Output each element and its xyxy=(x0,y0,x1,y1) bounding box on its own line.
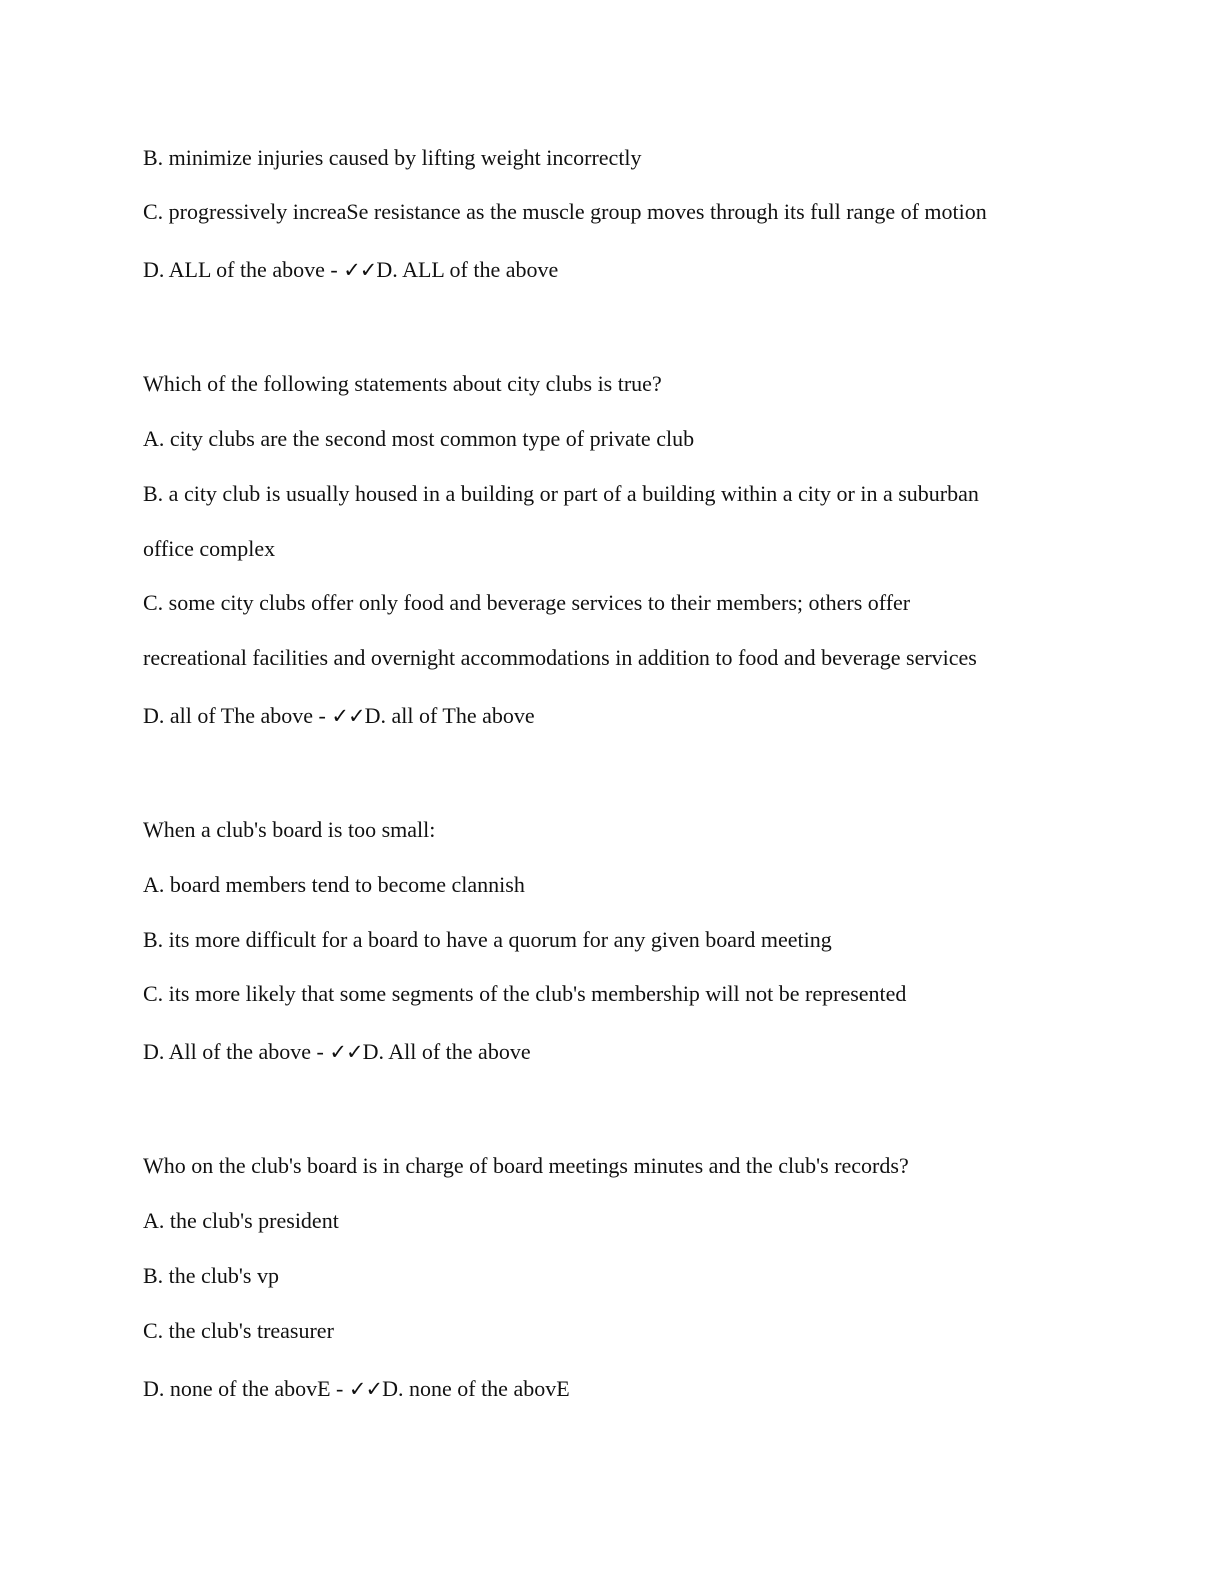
question-text: Which of the following statements about city clubs is true? xyxy=(143,371,662,396)
option-c-text: C. the club's treasurer xyxy=(143,1318,334,1343)
option-b-text-continued: office complex xyxy=(143,536,276,561)
check-mark-icon: ✓✓ xyxy=(343,258,377,282)
answer-option-text: D. All of the above - xyxy=(143,1039,330,1064)
option-b-text: B. a city club is usually housed in a building or part of a building within a city or in a suburban xyxy=(143,481,979,506)
option-c-text: C. its more likely that some segments of the club's membership will not be represented xyxy=(143,981,907,1006)
answer-text: D. none of the abovE xyxy=(382,1376,570,1401)
option-a-text: A. the club's president xyxy=(143,1208,339,1233)
answer-option-text: D. ALL of the above - xyxy=(143,257,344,282)
option-c-text-continued: recreational facilities and overnight accommodations in addition to food and beverage services xyxy=(143,645,977,670)
answer-line xyxy=(143,703,535,729)
question-text: Who on the club's board is in charge of board meetings minutes and the club's records? xyxy=(143,1153,909,1178)
answer-option-text: D. none of the abovE - xyxy=(143,1376,349,1401)
option-a-text: A. board members tend to become clannish xyxy=(143,872,525,897)
option-b-text: B. the club's vp xyxy=(143,1263,279,1288)
answer-text: D. ALL of the above xyxy=(376,257,559,282)
check-mark-icon: ✓✓ xyxy=(329,1040,363,1064)
answer-option-text: D. all of The above - xyxy=(143,703,332,728)
option-b-text: B. its more difficult for a board to have a quorum for any given board meeting xyxy=(143,927,832,952)
answer-text: D. All of the above xyxy=(362,1039,531,1064)
answer-line xyxy=(143,1376,570,1402)
answer-line xyxy=(143,1039,531,1065)
answer-line xyxy=(143,257,558,283)
option-b-text: B. minimize injuries caused by lifting weight incorrectly xyxy=(143,145,642,170)
check-mark-icon: ✓✓ xyxy=(348,1377,383,1401)
option-c-text: C. progressively increaSe resistance as the muscle group moves through its full range of motion xyxy=(143,199,987,224)
option-c-text: C. some city clubs offer only food and beverage services to their members; others offer xyxy=(143,590,911,615)
option-a-text: A. city clubs are the second most common type of private club xyxy=(143,426,695,451)
check-mark-icon: ✓✓ xyxy=(331,704,365,728)
question-text: When a club's board is too small: xyxy=(143,817,436,842)
answer-text: D. all of The above xyxy=(364,703,535,728)
